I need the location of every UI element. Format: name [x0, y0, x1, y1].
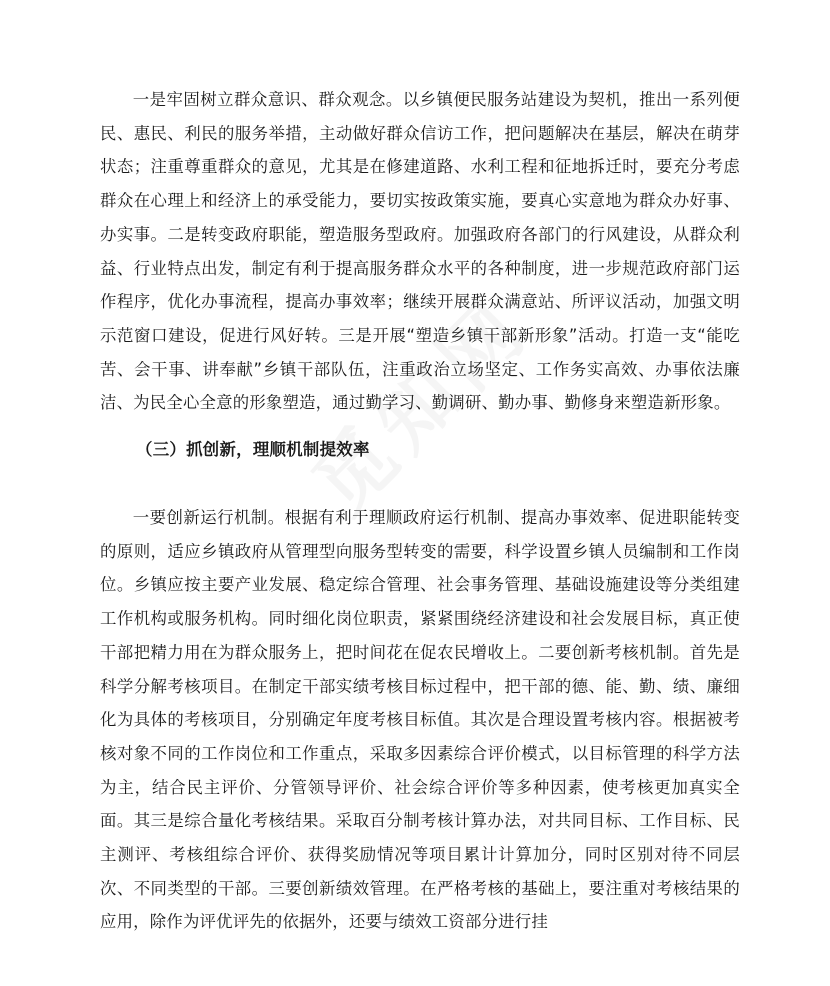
body-paragraph-1: 一是牢固树立群众意识、群众观念。以乡镇便民服务站建设为契机，推出一系列便民、惠民、利民的服务举措，主动做好群众信访工作，把问题解决在基层，解决在萌芽状态；注重尊重群众的意见，尤其是在修建道路、水利工程和征地拆迁时，要充分考虑群众在心理上和经济上的承受能力，要切实按政策实施，要真心实意地为群众办好事、办实事。二是转变政府职能，塑造服务型政府。加强政府各部门的行风建设，从群众利益、行业特点出发，制定有利于提高服务群众水平的各种制度，进一步规范政府部门运作程序，优化办事流程，提高办事效率；继续开展群众满意站、所评议活动，加强文明示范窗口建设，促进行风好转。三是开展“塑造乡镇干部新形象”活动。打造一支“能吃苦、会干事、讲奉献”乡镇干部队伍，注重政治立场坚定、工作务实高效、办事依法廉洁、为民全心全意的形象塑造，通过勤学习、勤调研、勤办事、勤修身来塑造新形象。: [100, 90, 740, 413]
section-heading: （三）抓创新，理顺机制提效率: [136, 440, 370, 459]
body-paragraph-2: 一要创新运行机制。根据有利于理顺政府运行机制、提高办事效率、促进职能转变的原则，适应乡镇政府从管理型向服务型转变的需要，科学设置乡镇人员编制和工作岗位。乡镇应按主要产业发展、稳定综合管理、社会事务管理、基础设施建设等分类组建工作机构或服务机构。同时细化岗位职责，紧紧围绕经济建设和社会发展目标，真正使干部把精力用在为群众服务上，把时间花在促农民增收上。二要创新考核机制。首先是科学分解考核项目。在制定干部实绩考核目标过程中，把干部的德、能、勤、绩、廉细化为具体的考核项目，分别确定年度考核目标值。其次是合理设置考核内容。根据被考核对象不同的工作岗位和工作重点，采取多因素综合评价模式，以目标管理的科学方法为主，结合民主评价、分管领导评价、社会综合评价等多种因素，使考核更加真实全面。其三是综合量化考核结果。采取百分制考核计算办法，对共同目标、工作目标、民主测评、考核组综合评价、获得奖励情况等项目累计计算加分，同时区别对待不同层次、不同类型的干部。三要创新绩效管理。在严格考核的基础上，要注重对考核结果的应用，除作为评优评先的依据外，还要与绩效工资部分进行挂: [100, 508, 740, 932]
